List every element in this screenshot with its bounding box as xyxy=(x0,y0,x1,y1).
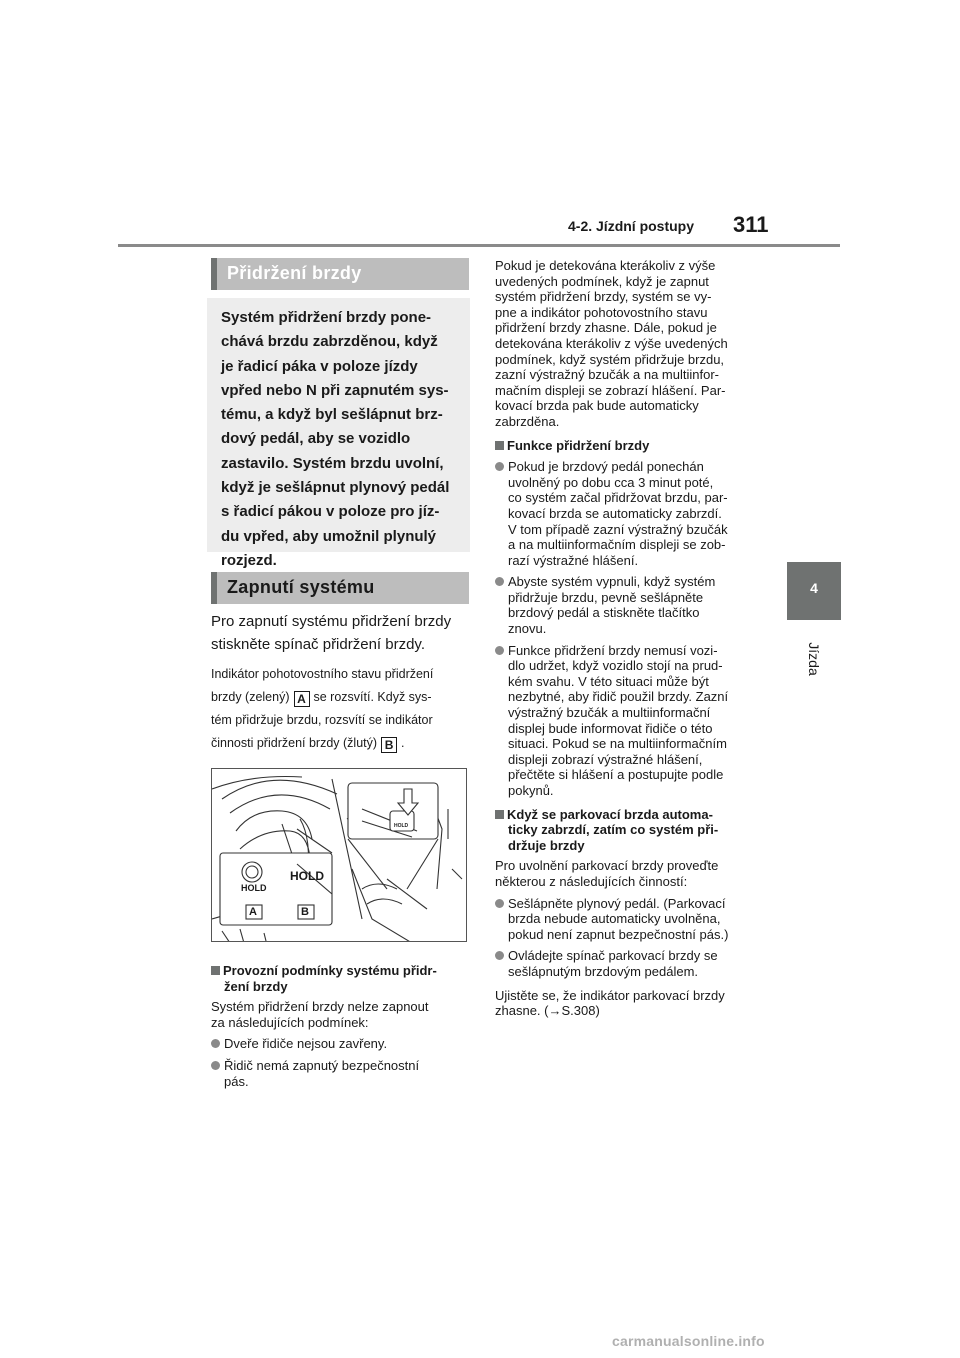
park-text-line: Pro uvolnění parkovací brzdy proveďte xyxy=(495,858,719,874)
indicator-line xyxy=(211,686,471,709)
square-bullet-icon xyxy=(495,441,504,450)
closing-line: zhasne. (→S.308) xyxy=(495,1003,600,1019)
paragraph-line: kovací brzda pak bude automaticky xyxy=(495,398,699,414)
closing-text xyxy=(495,988,765,1019)
section-heading: Přidržení brzdy xyxy=(227,263,362,283)
list-item-cont: pás. xyxy=(224,1073,249,1089)
list-item-cont: kém svahu. V této situaci může být xyxy=(508,673,709,689)
indicator-line: Indikátor pohotovostního stavu přidržení xyxy=(211,667,434,681)
paragraph-line: pne a indikátor pohotovostního stavu xyxy=(495,304,708,320)
list-item-cont: uvolněný po dobu cca 3 minut poté, xyxy=(508,474,714,490)
list-item: Pokud je brzdový pedál ponechán xyxy=(495,459,765,475)
paragraph-line: přidržení brzdy zhasne. Dále, pokud je xyxy=(495,320,717,336)
illustration-label-b: B xyxy=(301,906,309,918)
label-b-box: B xyxy=(381,737,397,753)
park-heading-line: ticky zabrzdí, zatím co systém při- xyxy=(508,822,719,838)
conditions-text: Systém přidržení brzdy nelze zapnout xyxy=(211,999,429,1015)
conditions-block xyxy=(211,963,471,1089)
conditions-text: za následujících podmínek: xyxy=(211,1014,369,1030)
paragraph-line: mačním displeji se zobrazí hlášení. Par- xyxy=(495,382,726,398)
dashboard-illustration xyxy=(211,768,467,942)
list-item: Funkce přidržení brzdy nemusí vozi- xyxy=(495,643,765,659)
intro-line: když je sešlápnut plynový pedál xyxy=(221,479,450,497)
functions-heading: Funkce přidržení brzdy xyxy=(495,438,765,454)
list-item-cont: co systém začal přidržovat brzdu, par- xyxy=(508,490,728,506)
section-heading-bar xyxy=(211,258,469,290)
list-item-cont: nezbytné, aby řidič použil brzdy. Zazní xyxy=(508,689,729,705)
circle-bullet-icon xyxy=(495,646,504,655)
list-item: Řidič nemá zapnutý bezpečnostní xyxy=(211,1058,471,1074)
list-item-cont: přečtěte si hlášení a postupujte podle xyxy=(508,767,724,783)
circle-bullet-icon xyxy=(211,1039,220,1048)
intro-line: vpřed nebo N při zapnutém sys- xyxy=(221,381,449,399)
list-item-cont: brzda nebude automaticky uvolněna, xyxy=(508,911,721,927)
chapter-number: 4 xyxy=(810,580,818,596)
list-item: Abyste systém vypnuli, když systém xyxy=(495,574,765,590)
list-item-cont: přidržuje brzdu, pevně sešlápněte xyxy=(508,589,704,605)
paragraph-line: uvedených podmínek, když je zapnut xyxy=(495,273,709,289)
activation-line: stiskněte spínač přidržení brzdy. xyxy=(211,636,425,653)
page-number: 311 xyxy=(733,212,769,237)
right-column xyxy=(495,258,765,1019)
functions-list xyxy=(495,459,765,804)
park-heading-line: Když se parkovací brzda automa- xyxy=(495,807,765,823)
square-bullet-icon xyxy=(495,810,504,819)
conditions-heading: Provozní podmínky systému přidr- xyxy=(211,963,471,979)
indicator-line: tém přidržuje brzdu, rozsvítí se indikátor xyxy=(211,713,433,727)
intro-line: du vpřed, aby umožnil plynulý xyxy=(221,527,437,545)
circle-bullet-icon xyxy=(211,1061,220,1070)
list-item-cont: výstražný bzučák a multiinformační xyxy=(508,705,711,721)
watermark: carmanualsonline.info xyxy=(612,1333,765,1349)
list-item-cont: situaci. Pokud se na multiinformačním xyxy=(508,736,727,752)
park-heading-line: držuje brzdy xyxy=(508,837,585,853)
chapter-label: Jízda xyxy=(806,642,822,676)
activation-line: Pro zapnutí systému přidržení brzdy xyxy=(211,613,452,630)
circle-bullet-icon xyxy=(495,577,504,586)
intro-line: s řadicí pákou v poloze pro jíz- xyxy=(221,503,440,521)
intro-text xyxy=(221,306,460,573)
circle-bullet-icon xyxy=(495,462,504,471)
hold-indicator-green-text: HOLD xyxy=(241,883,267,893)
list-item: Ovládejte spínač parkovací brzdy se xyxy=(495,948,765,964)
indicator-text: se rozsvítí. Když sys- xyxy=(313,690,432,704)
section-title: 4-2. Jízdní postupy xyxy=(568,218,695,234)
list-item-cont: displeji zobrazí výstražné hlášení, xyxy=(508,751,703,767)
list-item-cont: dlo udržet, když vozidlo stojí na prud- xyxy=(508,658,723,674)
intro-line: dový pedál, aby se vozidlo xyxy=(221,430,411,448)
park-list xyxy=(495,896,765,986)
paragraph-line: podmínek, když systém přidržuje brzdu, xyxy=(495,351,725,367)
chapter-tab xyxy=(787,562,841,620)
list-item-cont: pokud není zapnut bezpečnostní pás.) xyxy=(508,926,729,942)
paragraph-line: detekována kterákoliv z výše uvedených xyxy=(495,335,728,351)
intro-line: chává brzdu zabrzděnou, když xyxy=(221,333,438,351)
park-heading xyxy=(495,807,765,854)
list-item-cont: pokynů. xyxy=(508,783,554,798)
list-item: Dveře řidiče nejsou zavřeny. xyxy=(211,1036,471,1052)
intro-box xyxy=(207,298,470,569)
indicator-text: činnosti přidržení brzdy (žlutý) xyxy=(211,736,378,750)
paragraph-line: systém přidržení brzdy, systém se vy- xyxy=(495,289,712,305)
list-item-cont: razí výstražné hlášení. xyxy=(508,552,639,568)
square-bullet-icon xyxy=(211,966,220,975)
park-text-line: některou z následujících činností: xyxy=(495,873,688,889)
closing-line: Ujistěte se, že indikátor parkovací brzdy xyxy=(495,987,725,1003)
chapter-label-container xyxy=(806,634,822,684)
intro-line: tému, a když byl sešlápnut brz- xyxy=(221,406,443,424)
paragraph-line: zazní výstražný bzučák a na multiinfor- xyxy=(495,367,719,383)
circle-bullet-icon xyxy=(495,951,504,960)
intro-line: Systém přidržení brzdy pone- xyxy=(221,309,432,326)
hold-switch-text: HOLD xyxy=(394,823,409,829)
hold-indicator-yellow-text: HOLD xyxy=(290,869,324,883)
intro-paragraph xyxy=(495,258,765,430)
intro-line: je řadicí páka v poloze jízdy xyxy=(221,357,418,375)
list-item: Sešlápněte plynový pedál. (Parkovací xyxy=(495,896,765,912)
list-item-cont: brzdový pedál a stiskněte tlačítko xyxy=(508,605,700,621)
list-item-cont: znovu. xyxy=(508,621,547,637)
paragraph-line: Pokud je detekována kterákoliv z výše xyxy=(495,258,716,273)
indicator-text: . xyxy=(401,736,405,750)
activation-text xyxy=(211,610,471,755)
list-item-cont: kovací brzda se automaticky zabrzdí. xyxy=(508,505,722,521)
label-a-box: A xyxy=(294,691,310,707)
subsection-heading-bar xyxy=(211,572,469,604)
indicator-text: brzdy (zelený) xyxy=(211,690,290,704)
list-item-cont: sešlápnutým brzdovým pedálem. xyxy=(508,963,699,979)
list-item-cont: displej bude informovat řidiče o této xyxy=(508,720,713,736)
subsection-heading: Zapnutí systému xyxy=(227,577,375,597)
list-item-cont: V tom případě zazní výstražný bzučák xyxy=(508,521,728,537)
indicator-line xyxy=(211,732,471,755)
list-item-cont: a na multiinformačním displeji se zob- xyxy=(508,537,726,553)
intro-line: zastavilo. Systém brzdu uvolní, xyxy=(221,454,444,472)
park-text xyxy=(495,858,765,889)
conditions-heading: žení brzdy xyxy=(224,978,288,994)
intro-line: rozjezd. xyxy=(221,551,277,569)
header-divider xyxy=(118,244,840,247)
illustration-label-a: A xyxy=(249,906,257,918)
paragraph-line: zabrzděna. xyxy=(495,413,560,429)
circle-bullet-icon xyxy=(495,899,504,908)
